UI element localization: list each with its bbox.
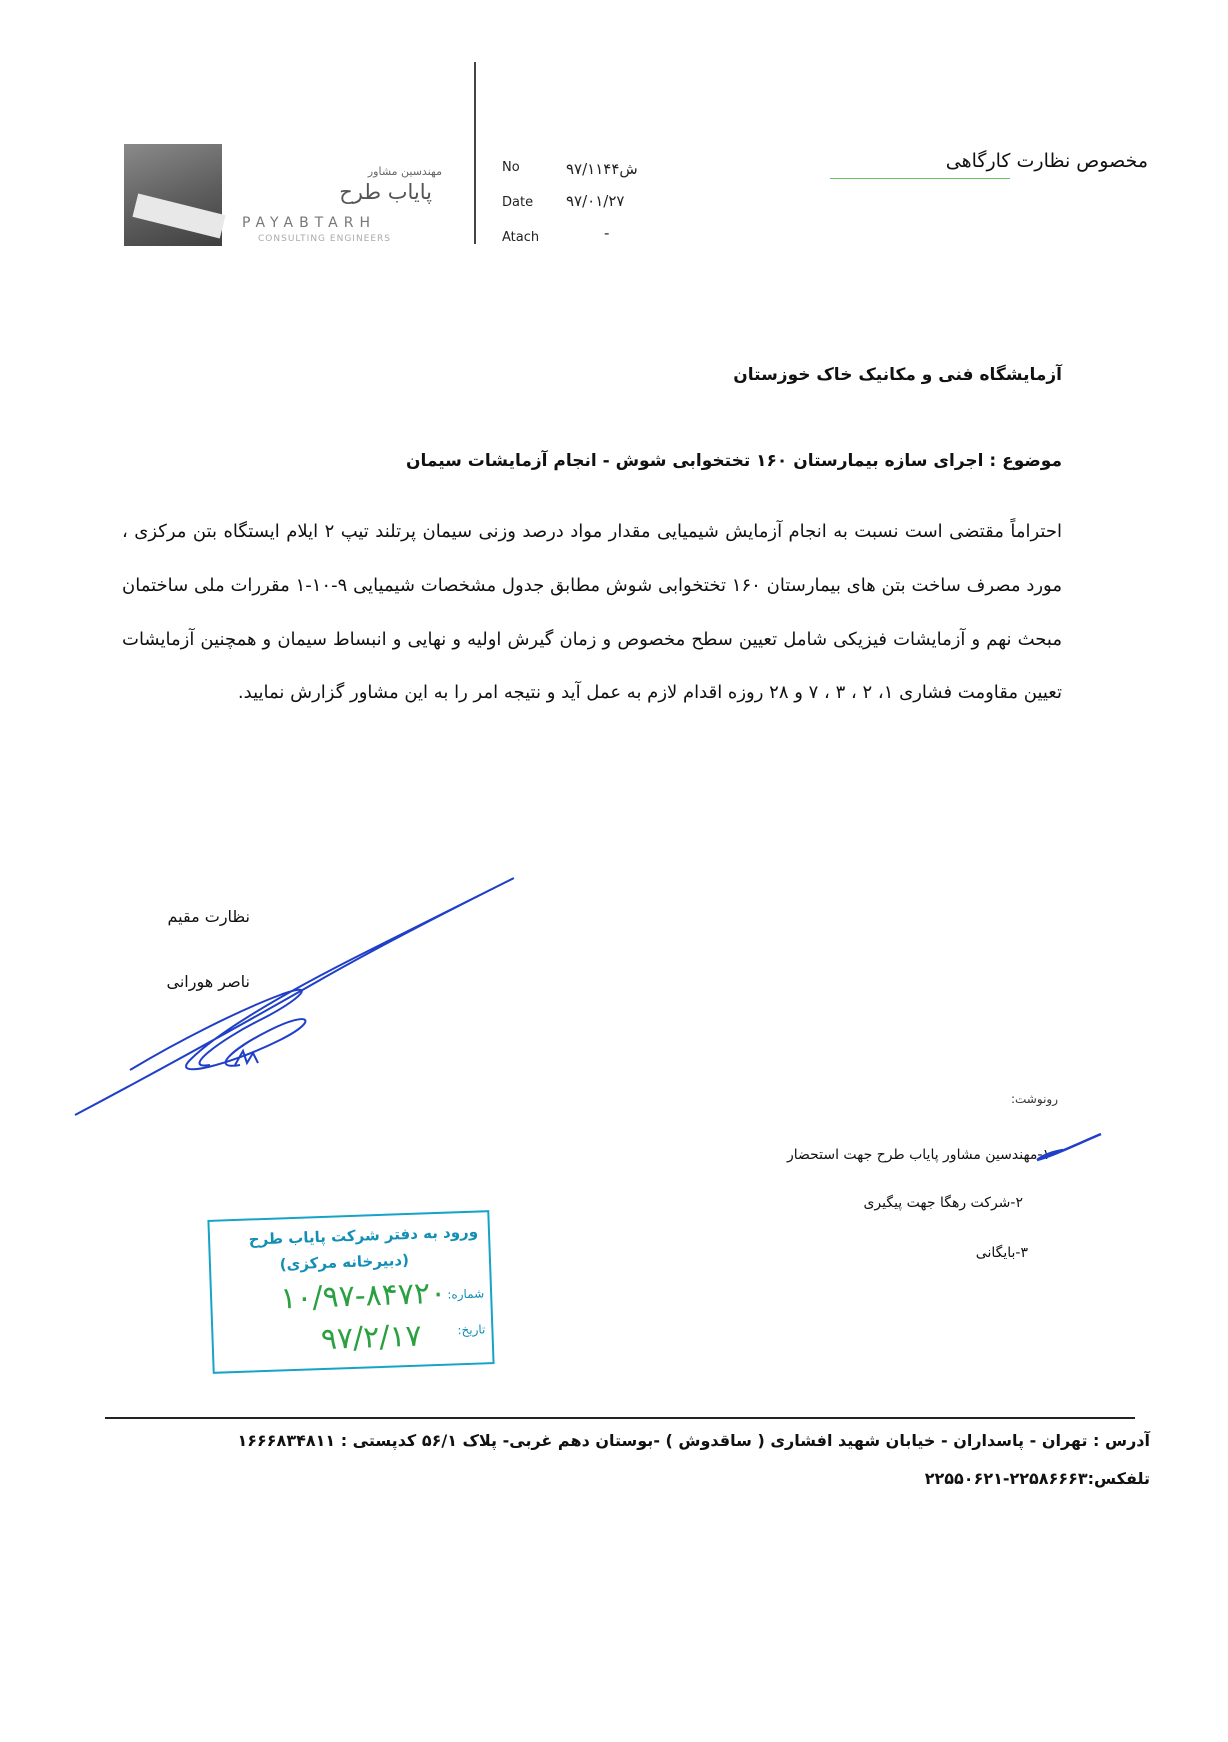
logo-subtitle-latin: CONSULTING ENGINEERS — [258, 234, 392, 244]
subject-line: موضوع : اجرای سازه بیمارستان ۱۶۰ تختخوابی شوش - انجام آزمایشات سیمان — [405, 451, 1062, 471]
cc-item: ۲-شرکت رهگا جهت پیگیری — [863, 1195, 1023, 1211]
attachment-value: - — [604, 224, 610, 242]
stamp-line2: (دبیرخانه مرکزی) — [279, 1250, 410, 1274]
attachment-label: Atach — [502, 230, 540, 245]
number-label: No — [502, 160, 520, 175]
stamp-date-value: ۹۷/۲/۱۷ — [320, 1318, 423, 1358]
company-logo — [124, 144, 222, 246]
footer-phone: تلفکس:۲۲۵۸۶۶۶۳-۲۲۵۵۰۶۲۱ — [924, 1469, 1150, 1488]
logo-subtitle-fa: مهندسین مشاور — [367, 165, 442, 178]
signer-title: نظارت مقیم — [167, 907, 250, 926]
stamp-number-value: ۱۰/۹۷-۸۴۷۲۰ — [279, 1275, 447, 1317]
logo-name-fa: پایاب طرح — [339, 180, 432, 204]
stamp-line1: ورود به دفتر شرکت پایاب طرح — [248, 1222, 479, 1249]
check-mark-icon — [1035, 1130, 1105, 1165]
signature-scribble — [70, 870, 530, 1120]
header-title-underline — [830, 178, 1010, 179]
receipt-stamp — [207, 1210, 494, 1374]
signer-name: ناصر هورانی — [166, 972, 250, 991]
header-divider — [474, 62, 476, 244]
header-title: مخصوص نظارت کارگاهی — [945, 150, 1148, 172]
cc-item: ۳-بایگانی — [975, 1245, 1028, 1261]
cc-label: رونوشت: — [1010, 1092, 1058, 1106]
stamp-number-label: شماره: — [447, 1286, 485, 1302]
letter-body: احتراماً مقتضی است نسبت به انجام آزمایش شیمیایی مقدار مواد درصد وزنی سیمان پرتلند تیپ ۲ ایلام ایستگاه بتن مرکزی ، مورد مصرف ساخت بتن های بیمارستان ۱۶۰ تختخوابی شوش مطابق جدول مشخصات شیمیایی ۹-۱۰-۱ مقررات ملی ساختمان مبحث نهم و آزمایشات فیزیکی شامل تعیین سطح مخصوص و زمان گیرش اولیه و نهایی و انبساط سیمان و همچنین آزمایشات تعیین مقاومت فشاری ۱، ۲ ، ۳ ، ۷ و ۲۸ روزه اقدام لازم به عمل آید و نتیجه امر را به این مشاور گزارش نمایید. — [122, 521, 1062, 704]
logo-name-latin: PAYABTARH — [242, 215, 376, 231]
number-value: ۹۷/۱۱۴۴ش — [566, 160, 638, 178]
stamp-date-label: تاریخ: — [457, 1322, 486, 1338]
date-label: Date — [502, 195, 534, 210]
footer-divider — [105, 1417, 1135, 1419]
footer-address: آدرس : تهران - پاسداران - خیابان شهید افشاری ( ساقدوش ) -بوستان دهم غربی- پلاک ۵۶/۱ کدپستی : ۱۶۶۶۸۳۴۸۱۱ — [237, 1431, 1150, 1450]
date-value: ۹۷/۰۱/۲۷ — [566, 192, 625, 210]
cc-item: ۱-مهندسین مشاور پایاب طرح جهت استحضار — [786, 1147, 1050, 1163]
recipient: آزمایشگاه فنی و مکانیک خاک خوزستان — [733, 365, 1062, 385]
